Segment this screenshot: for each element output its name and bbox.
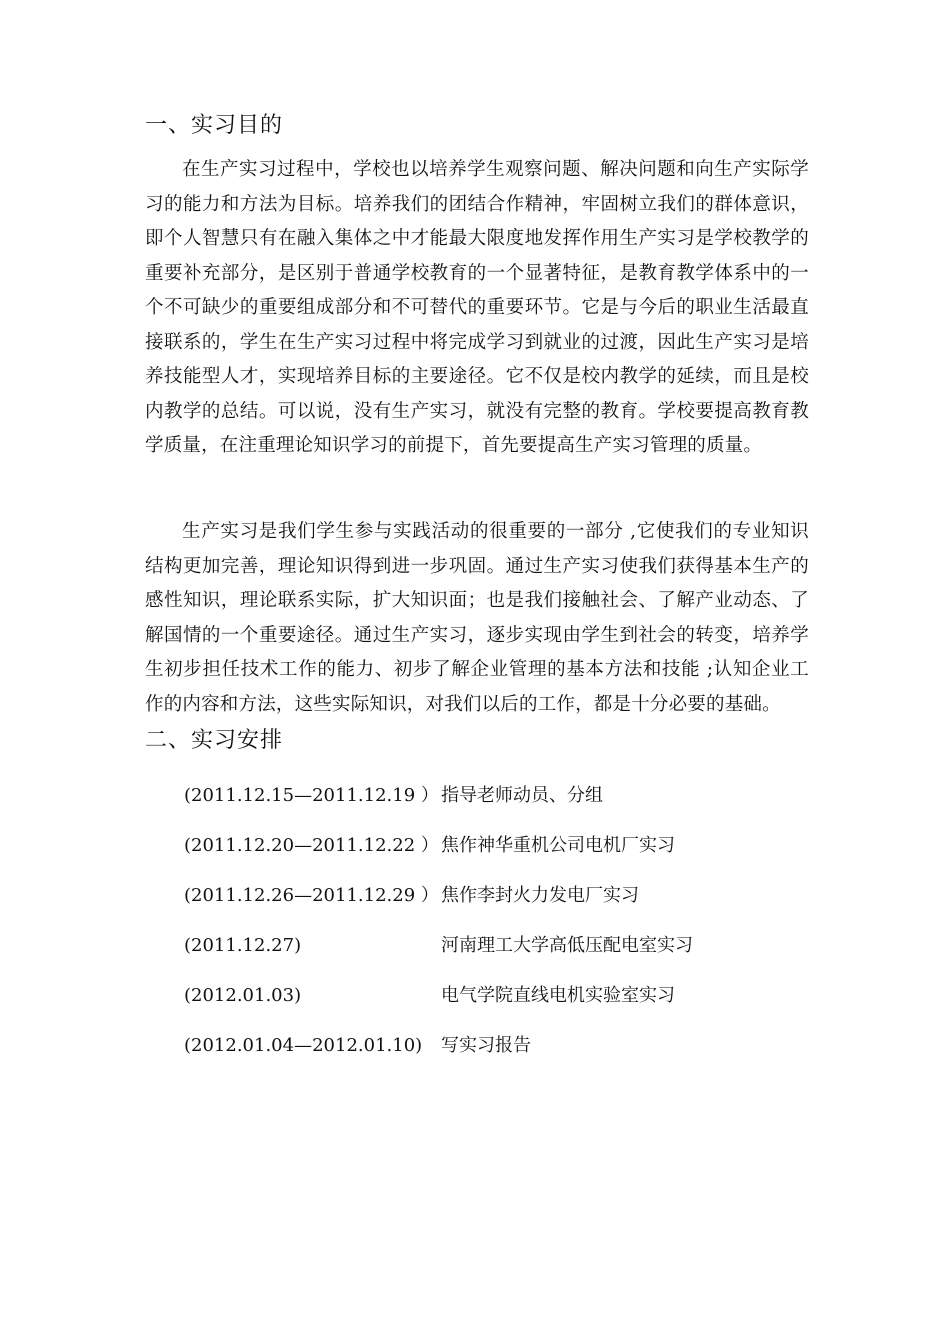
schedule-task: 电气学院直线电机实验室实习 xyxy=(441,985,675,1006)
paragraph-purpose-2: 生产实习是我们学生参与实践活动的很重要的一部分 ,它使我们的专业知识结构更加完善，理论知识得到进一步巩固。通过生产实习使我们获得基本生产的感性知识，理论联系实际，扩大知识面；也是我们接触社会、了解产业动态、了解国情的一个重要途径。通过生产实习，逐步实现由学生到社会的转变，培养学生初步担任技术工作的能力、初步了解企业管理的基本方法和技能 ;认知企业工作的内容和方法，这些实际知识，对我们以后的工作，都是十分必要的基础。 xyxy=(145,521,809,715)
schedule-date: (2012.01.04—2012.01.10) xyxy=(184,1035,423,1056)
schedule-row xyxy=(184,830,784,880)
schedule-row xyxy=(184,930,784,980)
schedule-row xyxy=(184,1030,784,1080)
schedule-date: (2011.12.27) xyxy=(184,935,302,956)
schedule-date: (2011.12.15—2011.12.19 ） xyxy=(184,785,439,806)
schedule-row xyxy=(184,880,784,930)
schedule-list xyxy=(184,780,784,1080)
schedule-row xyxy=(184,780,784,830)
section-heading-purpose: 一、实习目的 xyxy=(145,113,284,138)
schedule-date: (2012.01.03) xyxy=(184,985,302,1006)
section-heading-schedule: 二、实习安排 xyxy=(145,728,284,753)
schedule-date: (2011.12.26—2011.12.29 ） xyxy=(184,885,439,906)
schedule-task: 河南理工大学高低压配电室实习 xyxy=(441,935,693,956)
schedule-task: 写实习报告 xyxy=(441,1035,531,1056)
schedule-task: 焦作李封火力发电厂实习 xyxy=(441,885,639,906)
schedule-row xyxy=(184,980,784,1030)
schedule-task: 焦作神华重机公司电机厂实习 xyxy=(441,835,675,856)
paragraph-purpose-1: 在生产实习过程中，学校也以培养学生观察问题、解决问题和向生产实际学习的能力和方法为目标。培养我们的团结合作精神，牢固树立我们的群体意识，即个人智慧只有在融入集体之中才能最大限度地发挥作用生产实习是学校教学的重要补充部分，是区别于普通学校教育的一个显著特征，是教育教学体系中的一个不可缺少的重要组成部分和不可替代的重要环节。它是与今后的职业生活最直接联系的，学生在生产实习过程中将完成学习到就业的过渡，因此生产实习是培养技能型人才，实现培养目标的主要途径。它不仅是校内教学的延续，而且是校内教学的总结。可以说，没有生产实习，就没有完整的教育。学校要提高教育教学质量，在注重理论知识学习的前提下，首先要提高生产实习管理的质量。 xyxy=(145,159,809,456)
schedule-task: 指导老师动员、分组 xyxy=(441,785,603,806)
schedule-date: (2011.12.20—2011.12.22 ） xyxy=(184,835,439,856)
